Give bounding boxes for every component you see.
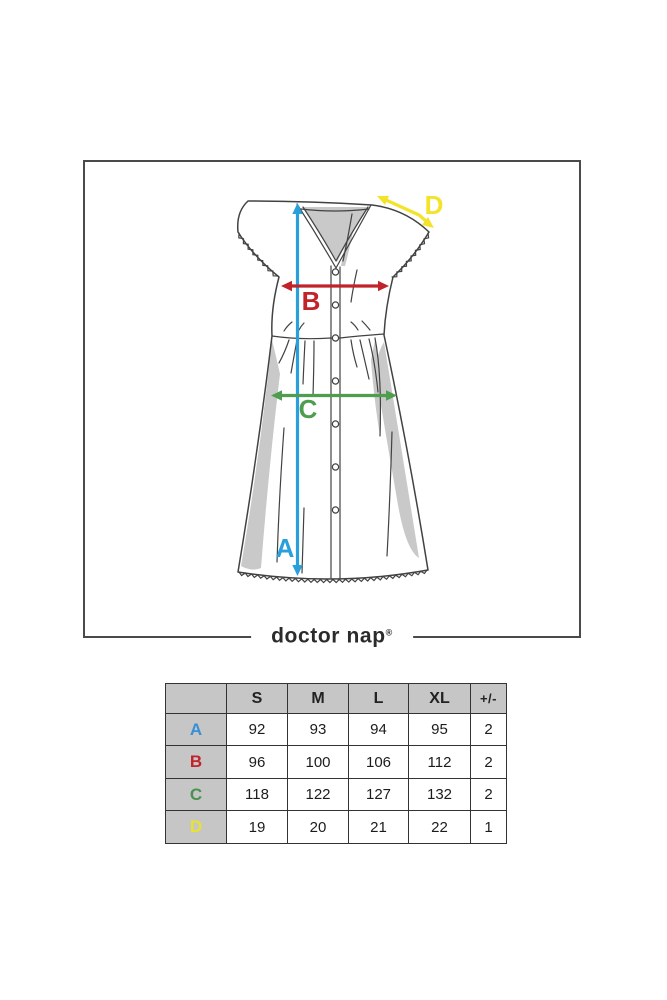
measurement-label-d: D [424,190,444,220]
col-header-xl: XL [409,684,471,714]
value-cell: 96 [227,746,288,779]
measurement-label-a: A [275,533,295,563]
value-cell: 22 [409,811,471,844]
registered-trademark-icon: ® [385,627,393,638]
row-label-a: A [166,714,227,746]
col-header-s: S [227,684,288,714]
value-cell: 118 [227,779,288,811]
value-cell: 93 [288,714,349,746]
table-row-c [166,779,507,811]
value-cell: 127 [349,779,409,811]
dress-body [238,201,429,579]
size-table-header-row [166,684,507,714]
tolerance-cell: 2 [471,746,507,779]
table-row-b [166,746,507,779]
value-cell: 106 [349,746,409,779]
row-label-d: D [166,811,227,844]
col-header-tolerance: +/- [471,684,507,714]
measurement-label-b: B [301,286,321,316]
table-row-a [166,714,507,746]
value-cell: 132 [409,779,471,811]
size-table [165,683,507,844]
value-cell: 94 [349,714,409,746]
row-label-c: C [166,779,227,811]
row-label-b: B [166,746,227,779]
corner-cell [166,684,227,714]
diagram-frame [83,160,581,648]
value-cell: 21 [349,811,409,844]
value-cell: 100 [288,746,349,779]
tolerance-cell: 1 [471,811,507,844]
dress-technical-drawing [85,162,579,636]
tolerance-cell: 2 [471,779,507,811]
value-cell: 19 [227,811,288,844]
value-cell: 112 [409,746,471,779]
measurement-label-c: C [298,394,318,424]
col-header-m: M [288,684,349,714]
brand-name: doctor nap [271,624,386,648]
value-cell: 20 [288,811,349,844]
value-cell: 92 [227,714,288,746]
brand-logo [251,625,413,649]
value-cell: 95 [409,714,471,746]
table-row-d [166,811,507,844]
col-header-l: L [349,684,409,714]
value-cell: 122 [288,779,349,811]
tolerance-cell: 2 [471,714,507,746]
